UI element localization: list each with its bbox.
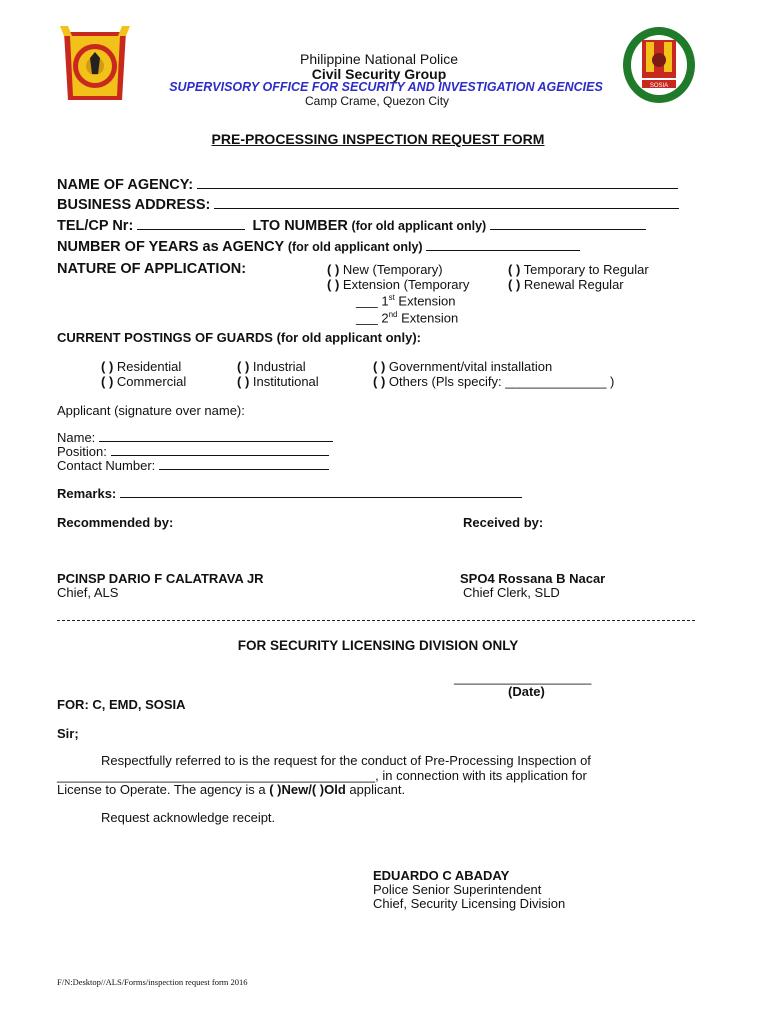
applicant-position-line[interactable] (111, 444, 329, 456)
pnp-csg-logo-icon (60, 26, 130, 106)
posting-commercial[interactable]: ( ) Commercial (101, 374, 187, 389)
agency-input-line[interactable] (197, 177, 678, 189)
applicant-name-line[interactable] (99, 430, 333, 442)
right-signatory-title: Chief Clerk, SLD (463, 585, 560, 600)
option-renewal-regular[interactable]: ( ) Renewal Regular (508, 277, 624, 292)
signatory-name: EDUARDO C ABADAY (373, 868, 510, 883)
address-row (57, 197, 679, 213)
date-label: (Date) (508, 684, 545, 699)
applicant-position-row: Position: (57, 444, 329, 459)
tel-lto-row (57, 218, 646, 234)
years-label: NUMBER OF YEARS as AGENCY (57, 239, 285, 255)
option-temporary-to-regular[interactable]: ( ) Temporary to Regular (508, 262, 649, 277)
applicant-contact-line[interactable] (159, 458, 329, 470)
left-signatory-title: Chief, ALS (57, 585, 119, 600)
option-extension-temporary[interactable]: ( ) Extension (Temporary (327, 277, 470, 292)
new-old-checkbox[interactable]: ( )New/( )Old (269, 782, 346, 797)
sld-only-heading: FOR SECURITY LICENSING DIVISION ONLY (237, 638, 519, 653)
option-new-temporary[interactable]: ( ) New (Temporary) (327, 262, 443, 277)
sosia-seal-icon (620, 24, 698, 106)
section-divider (57, 620, 695, 621)
signatory-position: Chief, Security Licensing Division (373, 896, 566, 911)
lto-note: (for old applicant only) (351, 219, 487, 233)
for-line: FOR: C, EMD, SOSIA (57, 697, 186, 712)
applicant-contact-row: Contact Number: (57, 458, 329, 473)
remarks-row (57, 486, 522, 501)
left-signatory-name: PCINSP DARIO F CALATRAVA JR (57, 571, 264, 586)
body-line-3: License to Operate. The agency is a ( )New/( )Old applicant. (57, 782, 406, 797)
right-signatory-name: SPO4 Rossana B Nacar (460, 571, 606, 586)
header-location: Camp Crame, Quezon City (304, 94, 450, 108)
header-group: Civil Security Group (311, 66, 447, 82)
header-office: SUPERVISORY OFFICE FOR SECURITY AND INVESTIGATION AGENCIES (169, 80, 603, 94)
posting-residential[interactable]: ( ) Residential (101, 359, 182, 374)
years-note: (for old applicant only) (287, 240, 423, 254)
applicant-name-row: Name: (57, 430, 333, 445)
acknowledge-line: Request acknowledge receipt. (101, 810, 276, 825)
salutation: Sir; (57, 726, 79, 741)
lto-label: LTO NUMBER (252, 218, 348, 234)
posting-others[interactable]: ( ) Others (Pls specify: ______________ ) (373, 374, 615, 389)
posting-government[interactable]: ( ) Government/vital installation (373, 359, 553, 374)
agency-row (57, 177, 678, 193)
agency-name-blank[interactable]: ____________________________________________ (57, 768, 376, 783)
option-first-extension[interactable]: ___ 1st Extension (356, 293, 456, 309)
posting-institutional[interactable]: ( ) Institutional (237, 374, 319, 389)
signatory-rank: Police Senior Superintendent (373, 882, 542, 897)
tel-label: TEL/CP Nr: (57, 218, 134, 234)
tel-input-line[interactable] (137, 218, 245, 230)
agency-label: NAME OF AGENCY: (57, 177, 194, 193)
address-label: BUSINESS ADDRESS: (57, 197, 211, 213)
header-org: Philippine National Police (300, 51, 458, 67)
option-renewal-regular-label: Renewal Regular (523, 277, 624, 292)
option-extension-temporary-label: Extension (Temporary (342, 277, 470, 292)
body-line-1: Respectfully referred to is the request for the conduct of Pre-Processing Inspection of (101, 753, 591, 768)
sosia-logo-text: SOSIA (649, 83, 669, 89)
option-temporary-to-regular-label: Temporary to Regular (523, 262, 649, 277)
posting-industrial[interactable]: ( ) Industrial (237, 359, 306, 374)
file-path-footer: F/N:Desktop//ALS/Forms/inspection request form 2016 (57, 977, 248, 987)
option-second-extension[interactable]: ___ 2nd Extension (356, 310, 459, 326)
applicant-heading: Applicant (signature over name): (57, 403, 245, 418)
date-line[interactable]: ___________________ (454, 670, 592, 685)
years-input-line[interactable] (426, 239, 580, 251)
recommended-by-label: Recommended by: (57, 515, 174, 530)
address-input-line[interactable] (214, 197, 679, 209)
postings-label: CURRENT POSTINGS OF GUARDS (for old applicant only): (57, 330, 421, 345)
lto-input-line[interactable] (490, 218, 646, 230)
nature-label: NATURE OF APPLICATION: (57, 261, 247, 277)
option-new-temporary-label: New (Temporary) (342, 262, 443, 277)
years-row (57, 239, 580, 255)
form-title: PRE-PROCESSING INSPECTION REQUEST FORM (211, 131, 545, 147)
body-line-2: ____________________________________________, in connection with its application for (57, 768, 587, 783)
remarks-label: Remarks: (57, 486, 117, 501)
remarks-input-line[interactable] (120, 486, 522, 498)
received-by-label: Received by: (463, 515, 544, 530)
